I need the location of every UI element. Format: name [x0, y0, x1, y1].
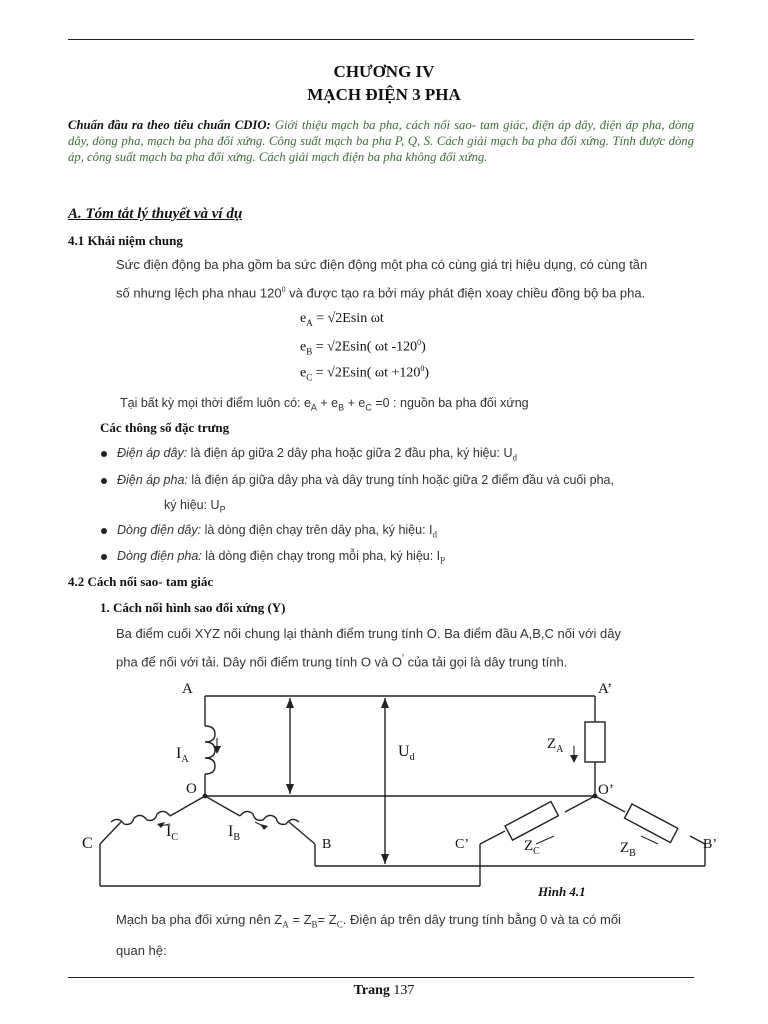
- text-span: C: [533, 846, 540, 857]
- text-span: là dòng điện chạy trên dây pha, ký hiệu: I: [201, 523, 433, 537]
- bullet-dot: [101, 478, 107, 484]
- text-span: 0: [417, 338, 422, 347]
- para-42-line-2b: của tải gọi là dây trung tính.: [403, 654, 568, 670]
- balanced-source-note: [120, 396, 529, 413]
- bottom-rule: [68, 977, 694, 978]
- text-span: d: [512, 452, 517, 463]
- label-a: A: [182, 681, 193, 697]
- label-ib: [228, 823, 240, 843]
- label-b-prime: B’: [703, 837, 717, 852]
- page-number: 137: [393, 983, 415, 998]
- para-42-line-2a: pha để nối với tải. Dây nối điểm trung tính O và O: [116, 654, 403, 670]
- footer-label: Trang: [353, 983, 390, 998]
- text-span: P: [440, 555, 446, 566]
- text-span: . Điện áp trên dây trung tính bằng 0 và ta có mối: [342, 912, 621, 927]
- text-span: 0: [420, 364, 425, 373]
- params-heading: Các thông số đặc trưng: [100, 420, 230, 435]
- figure-caption: Hình 4.1: [538, 884, 586, 899]
- text-span: = √2Esin ωt: [312, 311, 384, 326]
- text-span: ): [424, 365, 430, 381]
- label-o-prime: O’: [598, 782, 614, 798]
- text-span: B: [233, 832, 240, 843]
- label-zb: [620, 840, 636, 859]
- text-span: e: [300, 365, 307, 381]
- text-span: là dòng điện chạy trong mỗi pha, ký hiệu: I: [201, 549, 441, 563]
- text-span: ): [421, 339, 426, 355]
- text-span: A: [282, 919, 289, 930]
- bullet-line-current: [101, 523, 437, 540]
- text-span: C: [306, 372, 313, 383]
- after-figure-paragraph: [116, 907, 692, 963]
- bullet-phase-voltage-cont: [164, 498, 226, 515]
- para-line-2b: và được tạo ra bởi máy phát điện xoay chiều đồng bộ ba pha.: [285, 285, 646, 301]
- section-4-2-heading: 4.2 Cách nối sao- tam giác: [68, 574, 214, 589]
- text-span: + e: [344, 396, 366, 410]
- text-span: Tại bất kỳ mọi thời điểm luôn có: e: [120, 396, 311, 410]
- section-a-heading: A. Tóm tắt lý thuyết và ví dụ: [68, 206, 243, 222]
- circuit-diagram: [60, 676, 740, 896]
- item-1-heading: 1. Cách nối hình sao đối xứng (Y): [100, 600, 286, 615]
- text-span: Điện áp pha:: [117, 473, 188, 487]
- bullet-phase-current: [101, 549, 445, 566]
- load-zb: [624, 804, 677, 843]
- learning-outcomes: [68, 117, 694, 165]
- label-ia: [176, 745, 189, 765]
- degree-sup: 0: [281, 285, 286, 294]
- text-span: A: [310, 402, 317, 413]
- text-span: C: [336, 919, 343, 930]
- coil-a: [205, 726, 215, 774]
- text-span: Z: [620, 840, 630, 856]
- bullet-dot: [101, 554, 107, 560]
- text-span: C: [171, 832, 178, 843]
- text-span: B: [306, 346, 313, 357]
- text-span: + e: [316, 396, 339, 410]
- label-ic: [166, 823, 178, 843]
- label-ud: [398, 743, 415, 763]
- text-span: = Z: [288, 912, 312, 927]
- text-span: ký hiệu: U: [164, 498, 220, 512]
- text-span: Điện áp dây:: [117, 446, 188, 460]
- outcomes-lead: Chuẩn đầu ra theo tiêu chuẩn CDIO:: [68, 118, 271, 132]
- para-42-line-1: Ba điểm cuối XYZ nối chung lại thành điểm trung tính O. Ba điểm đầu A,B,C nối với dây: [116, 626, 621, 641]
- para-line-2a: số nhưng lệch pha nhau 120: [116, 285, 282, 301]
- text-span: B: [629, 848, 636, 859]
- outcomes-text: Giới thiệu mạch ba pha, cách nối sao- tam giác, điện áp dây, điện áp pha, dòng dây, dòng pha, mạch ba pha đối xứng. Công suất mạch ba pha P, Q, S. Cách giải mạch ba pha đối xứng. Tính được dòng áp, công suất mạch ba pha đối xứng. Cách giải mạch điện ba pha không đối xứng.: [68, 118, 694, 164]
- text-span: A: [181, 754, 189, 765]
- equation-eb: [300, 338, 426, 356]
- text-span: e: [300, 339, 307, 355]
- text-span: là điện áp giữa 2 dây pha hoặc giữa 2 đầu pha, ký hiệu: U: [187, 446, 513, 460]
- text-span: B: [311, 919, 318, 930]
- text-span: d: [409, 752, 415, 763]
- chapter-title: MẠCH ĐIỆN 3 PHA: [307, 85, 461, 104]
- text-span: Dòng điện pha:: [117, 549, 202, 563]
- text-span: quan hệ:: [116, 942, 167, 958]
- page-footer: [0, 983, 768, 999]
- chapter-label: CHƯƠNG IV: [333, 62, 435, 81]
- text-span: Mạch ba pha đối xứng nên Z: [116, 912, 283, 927]
- text-span: I: [228, 823, 234, 840]
- label-c-prime: C’: [455, 837, 469, 852]
- label-o: O: [186, 781, 197, 797]
- text-span: U: [398, 743, 410, 760]
- section-4-1-paragraph: [116, 252, 692, 305]
- text-span: là điện áp giữa dây pha và dây trung tính hoặc giữa 2 điểm đầu và cuối pha,: [187, 473, 614, 487]
- text-span: Z: [524, 838, 534, 854]
- label-b: B: [322, 837, 332, 852]
- label-zc: [524, 838, 540, 857]
- text-span: e: [300, 311, 307, 326]
- label-a-prime: A’: [598, 681, 613, 697]
- text-span: A: [306, 317, 313, 328]
- text-span: = √2Esin( ωt -120: [312, 339, 418, 355]
- bullet-dot: [101, 528, 107, 534]
- prime-sup: ': [402, 652, 404, 664]
- text-span: Dòng điện dây:: [117, 523, 202, 537]
- text-span: I: [166, 823, 172, 840]
- text-span: = Z: [317, 912, 337, 927]
- text-span: B: [338, 402, 345, 413]
- label-c: C: [82, 835, 93, 852]
- equation-ea: [300, 311, 384, 328]
- section-4-2-paragraph: [116, 621, 692, 674]
- text-span: Z: [547, 736, 557, 752]
- equation-ec: [300, 364, 429, 382]
- text-span: d: [432, 529, 437, 540]
- label-za: [547, 736, 564, 755]
- section-4-1-heading: 4.1 Khái niệm chung: [68, 233, 183, 248]
- text-span: =0 : nguồn ba pha đối xứng: [371, 396, 529, 410]
- bullet-phase-voltage: [101, 473, 614, 487]
- bullet-line-voltage: [101, 446, 517, 463]
- bullet-dot: [101, 451, 107, 457]
- text-span: P: [219, 504, 226, 515]
- para-line-1: Sức điện động ba pha gồm ba sức điện động một pha có cùng giá trị hiệu dụng, có cùng tần: [116, 257, 648, 272]
- text-span: C: [365, 402, 372, 413]
- load-za: [585, 722, 605, 762]
- text-span: I: [176, 745, 182, 762]
- text-span: A: [556, 744, 564, 755]
- top-rule: [68, 39, 694, 40]
- text-span: = √2Esin( ωt +120: [312, 365, 421, 381]
- load-zc: [505, 802, 558, 841]
